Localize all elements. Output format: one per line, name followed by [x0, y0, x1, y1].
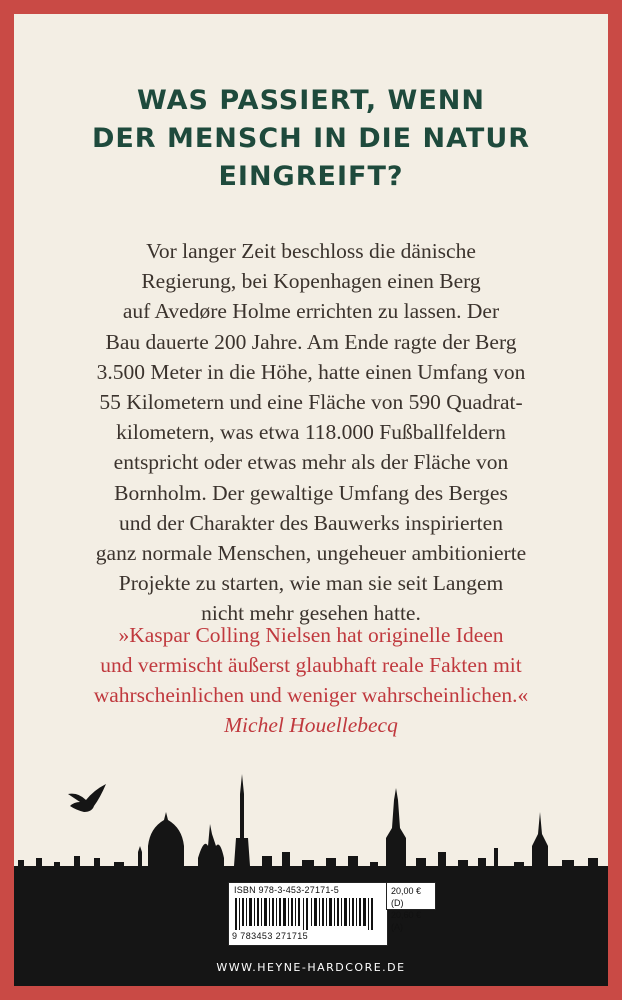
blurb-line: kilometern, was etwa 118.000 Fußballfeldern — [116, 420, 506, 445]
city-skyline-illustration — [14, 754, 608, 986]
blurb-line: entspricht oder etwas mehr als der Fläche von — [113, 450, 509, 475]
barcode — [228, 882, 388, 946]
quote-line: »Kaspar Colling Nielsen hat originelle Ideen — [118, 623, 504, 647]
blurb-line: nicht mehr gesehen hatte. — [201, 601, 421, 626]
blurb-line: auf Avedøre Holme errichten zu lassen. Der — [122, 299, 500, 324]
headline-line: EINGREIFT? — [218, 161, 404, 192]
skyline-silhouette — [14, 774, 608, 986]
headline — [14, 82, 608, 196]
isbn-text: ISBN 978-3-453-27171-5 — [234, 885, 339, 895]
barcode-bars — [233, 898, 383, 930]
headline-line: DER MENSCH IN DIE NATUR — [91, 123, 531, 154]
blurb-line: Projekte zu starten, wie man sie seit Langem — [118, 571, 504, 596]
price-austria: 20,60 € (A) — [391, 910, 422, 932]
price-box — [386, 882, 436, 932]
headline-line: WAS PASSIERT, WENN — [137, 85, 485, 116]
blurb-line: Bau dauerte 200 Jahre. Am Ende ragte der Berg — [105, 329, 517, 354]
quote-line: und vermischt äußerst glaubhaft reale Fakten mit — [100, 653, 522, 677]
blurb-line: 55 Kilometern und eine Fläche von 590 Quadrat- — [99, 390, 523, 415]
blurb-line: Regierung, bei Kopenhagen einen Berg — [141, 269, 481, 294]
cover-paper — [14, 14, 608, 986]
blurb-line: 3.500 Meter in die Höhe, hatte einen Umfang von — [96, 359, 526, 384]
blurb-line: ganz normale Menschen, ungeheuer ambitionierte — [95, 541, 527, 566]
blurb-line: und der Charakter des Bauwerks inspirierten — [119, 510, 503, 535]
barcode-number: 9 783453 271715 — [232, 931, 309, 941]
bird-icon — [68, 784, 106, 812]
review-quote — [34, 620, 588, 740]
blurb-line: Bornholm. Der gewaltige Umfang des Berges — [114, 480, 508, 505]
blurb-line: Vor langer Zeit beschloss die dänische — [146, 239, 476, 263]
blurb-text — [54, 236, 568, 629]
quote-author: Michel Houellebecq — [224, 713, 398, 737]
quote-line: wahrscheinlichen und weniger wahrscheinlichen.« — [93, 683, 529, 707]
publisher-website: WWW.HEYNE-HARDCORE.DE — [216, 961, 406, 974]
price-germany: 20,00 € (D) — [391, 886, 422, 908]
